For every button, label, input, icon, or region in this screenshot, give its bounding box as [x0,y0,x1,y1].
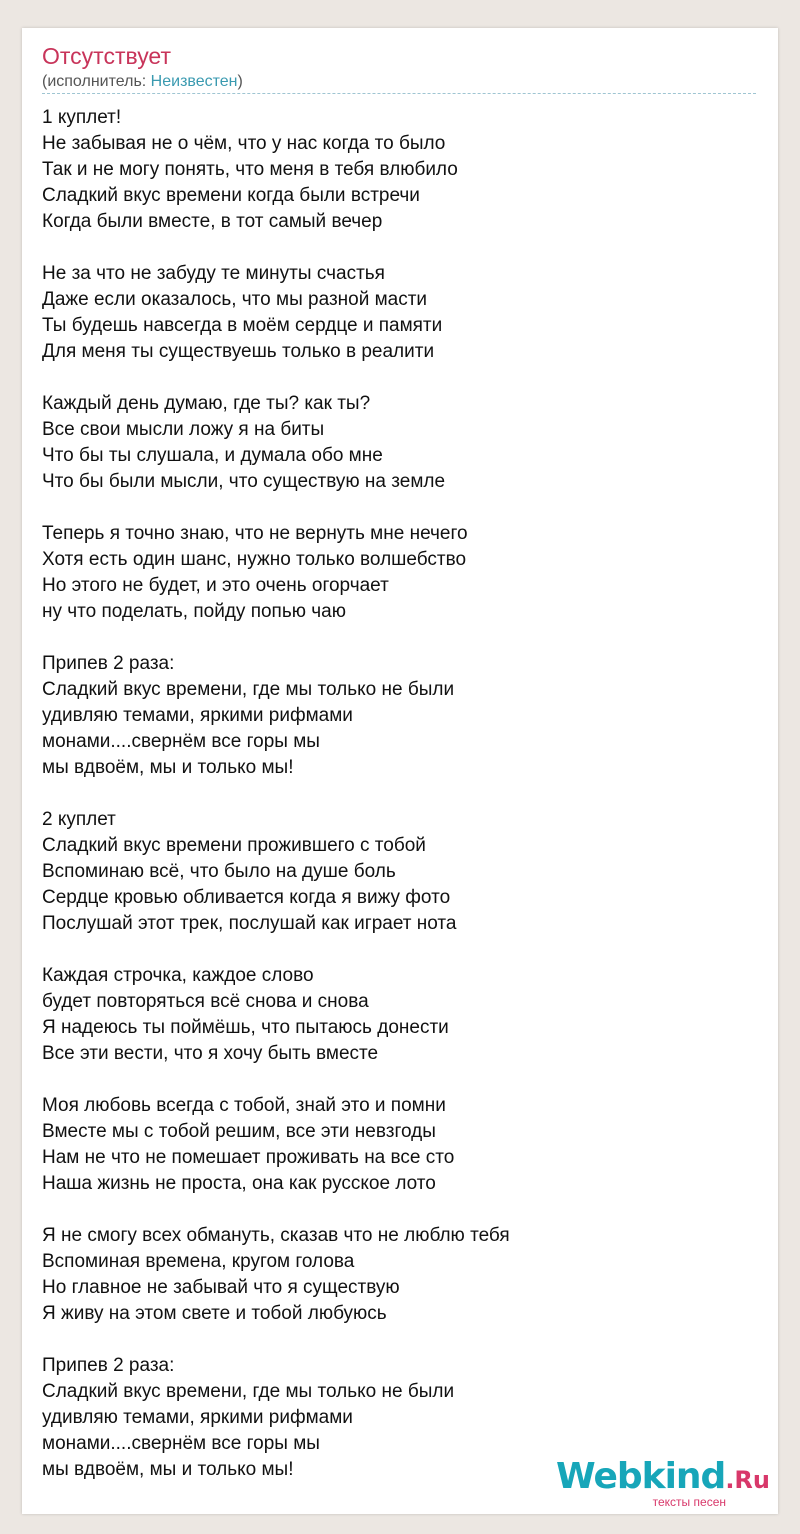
lyric-line: Не забывая не о чём, что у нас когда то было [42,133,446,154]
stanza [42,261,510,365]
lyric-line: Что бы ты слушала, и думала обо мне [42,445,383,466]
lyric-line: Но главное не забывай что я существую [42,1277,400,1298]
song-title: Отсутствует [42,43,171,69]
logo-word: Webkind [556,1456,726,1497]
stanza [42,1223,510,1327]
lyric-line: Я надеюсь ты поймёшь, что пытаюсь донести [42,1017,449,1038]
lyric-line: Вместе мы с тобой решим, все эти невзгоды [42,1121,436,1142]
lyric-line: Каждая строчка, каждое слово [42,965,314,986]
logo-tagline: тексты песен [652,1495,726,1509]
lyric-line: Вспоминая времена, кругом голова [42,1251,355,1272]
lyric-line: мы вдвоём, мы и только мы! [42,757,294,778]
stanza [42,105,510,235]
lyric-line: Все свои мысли ложу я на биты [42,419,325,440]
stanza [42,651,510,781]
logo-tld: .Ru [725,1466,770,1494]
stanza [42,1353,510,1483]
lyric-line: Нам не что не помешает проживать на все сто [42,1147,455,1168]
artist-link[interactable]: Неизвестен [150,73,238,90]
lyric-line: Теперь я точно знаю, что не вернуть мне нечего [42,523,468,544]
lyric-line: Хотя есть один шанс, нужно только волшебство [42,549,467,570]
lyric-line: Даже если оказалось, что мы разной масти [42,289,428,310]
lyric-line: Что бы были мысли, что существую на земле [42,471,446,492]
lyric-line: Но этого не будет, и это очень огорчает [42,575,389,596]
lyric-line: монами....свернём все горы мы [42,731,320,752]
lyric-line: Сладкий вкус времени, где мы только не были [42,679,455,700]
lyric-line: удивляю темами, яркими рифмами [42,1407,353,1428]
lyric-line: Моя любовь всегда с тобой, знай это и помни [42,1095,446,1116]
lyric-line: Так и не могу понять, что меня в тебя влюбило [42,159,458,180]
lyric-line: Припев 2 раза: [42,1355,175,1376]
lyric-line: Когда были вместе, в тот самый вечер [42,211,383,232]
lyric-line: 2 куплет [42,809,116,830]
title-divider [42,93,756,94]
lyric-line: монами....свернём все горы мы [42,1433,320,1454]
lyric-line: Сладкий вкус времени когда были встречи [42,185,420,206]
lyrics-body [42,105,510,1509]
lyric-line: Не за что не забуду те минуты счастья [42,263,385,284]
artist-prefix: (исполнитель: [42,73,151,90]
artist-line [42,72,243,92]
lyric-line: Припев 2 раза: [42,653,175,674]
logo-wordmark [556,1456,770,1498]
lyric-line: Наша жизнь не проста, она как русское лото [42,1173,436,1194]
lyric-line: 1 куплет! [42,107,122,128]
lyric-line: ну что поделать, пойду попью чаю [42,601,346,622]
artist-suffix: ) [237,73,243,90]
stanza [42,521,510,625]
lyric-line: Послушай этот трек, послушай как играет нота [42,913,457,934]
lyric-line: Вспоминаю всё, что было на душе боль [42,861,396,882]
lyric-line: удивляю темами, яркими рифмами [42,705,353,726]
lyric-line: Ты будешь навсегда в моём сердце и памяти [42,315,443,336]
lyric-line: будет повторяться всё снова и снова [42,991,369,1012]
lyric-line: мы вдвоём, мы и только мы! [42,1459,294,1480]
stanza [42,1093,510,1197]
lyric-line: Каждый день думаю, где ты? как ты? [42,393,371,414]
lyric-line: Я живу на этом свете и тобой любуюсь [42,1303,387,1324]
stanza [42,963,510,1067]
lyrics-card [22,28,778,1514]
lyric-line: Сладкий вкус времени, где мы только не были [42,1381,455,1402]
site-logo[interactable] [556,1456,770,1509]
lyric-line: Я не смогу всех обмануть, сказав что не люблю тебя [42,1225,510,1246]
lyric-line: Сладкий вкус времени прожившего с тобой [42,835,426,856]
lyric-line: Сердце кровью обливается когда я вижу фото [42,887,451,908]
stanza [42,807,510,937]
stanza [42,391,510,495]
lyric-line: Для меня ты существуешь только в реалити [42,341,435,362]
lyric-line: Все эти вести, что я хочу быть вместе [42,1043,379,1064]
